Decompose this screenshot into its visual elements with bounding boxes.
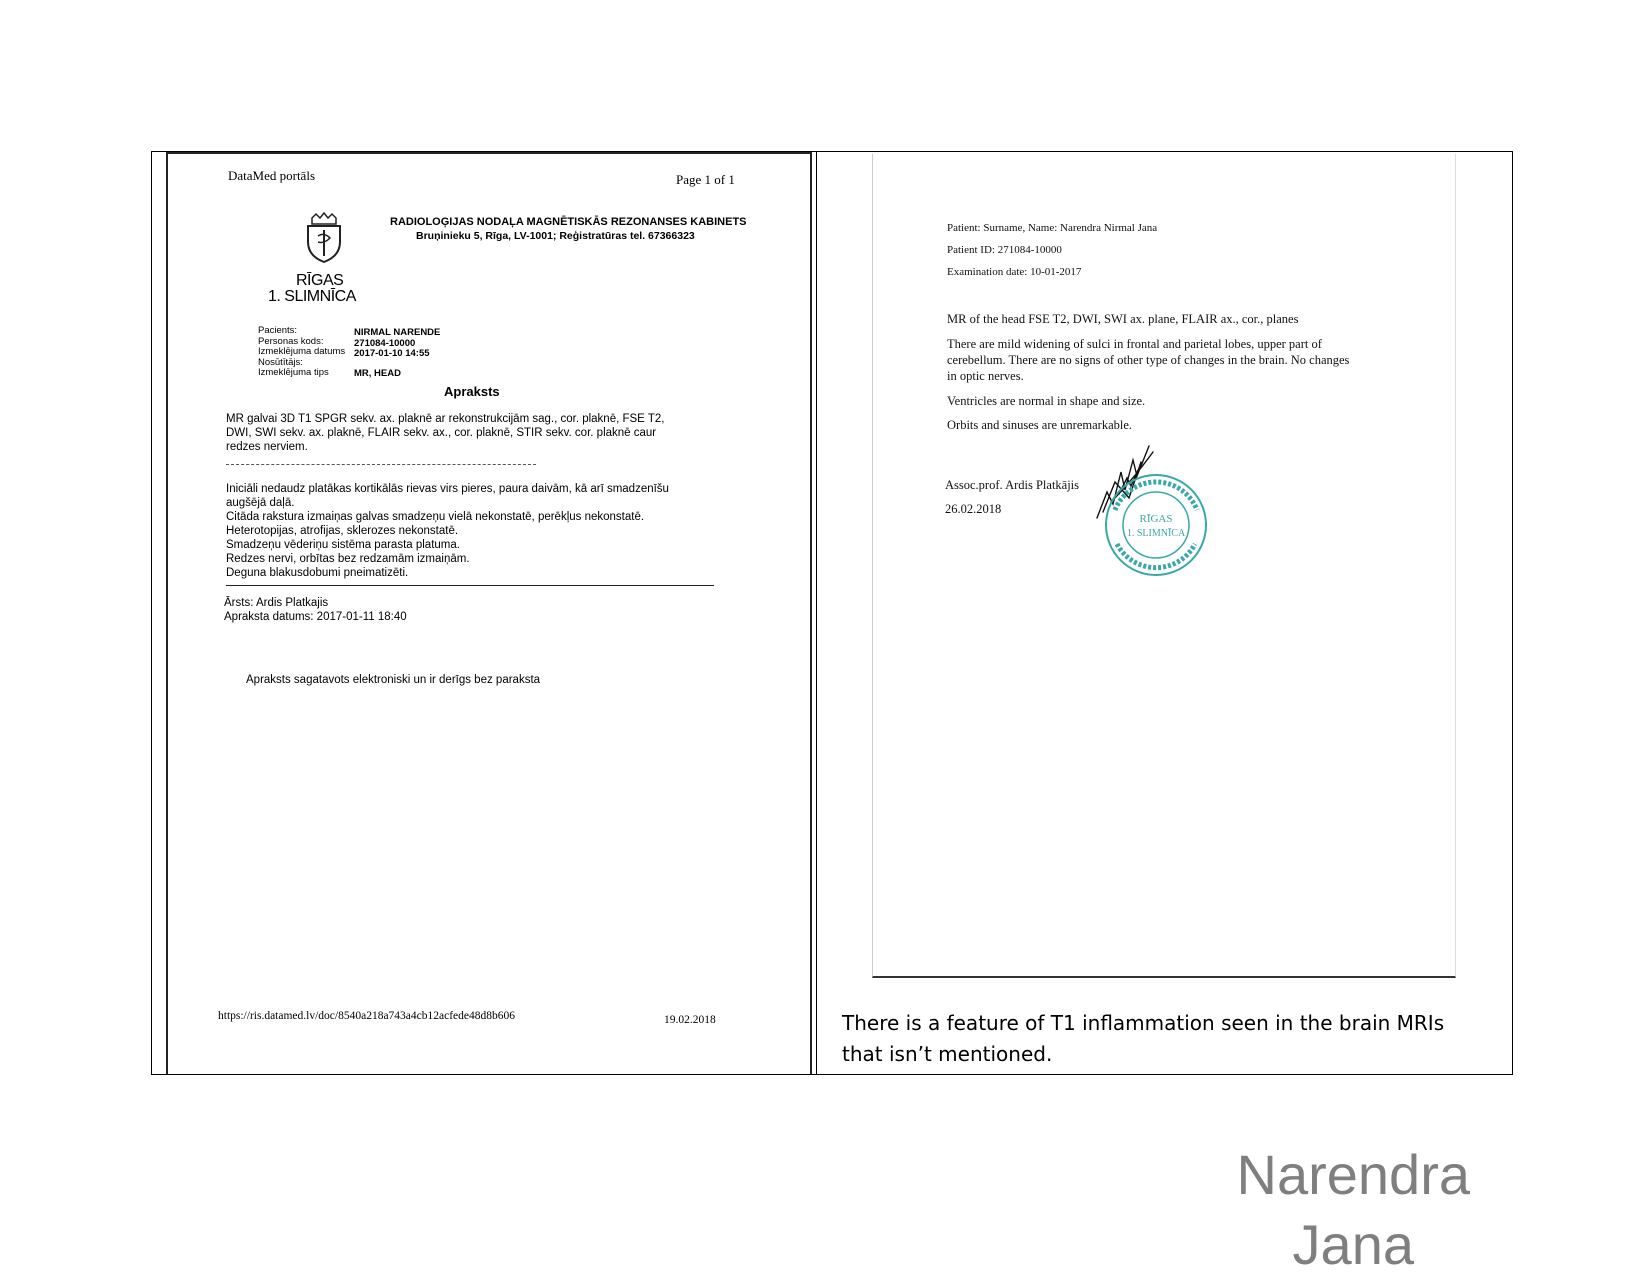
findings-line: Smadzeņu vēderiņu sistēma parasta platuma. [226,539,460,551]
logo-line-2: 1. SLIMNĪCA [268,288,356,305]
field-label-referrer: Nosūtītājs: [258,356,303,368]
method-text [226,412,664,454]
field-value-patient: NIRMAL NARENDE [354,327,441,338]
description-date: Apraksta datums: 2017-01-11 18:40 [224,611,407,623]
frame-divider [816,152,817,1074]
hospital-crest-icon [304,212,344,264]
findings-line: cerebellum. There are no signs of other type of changes in the brain. No changes [947,353,1350,367]
field-label-patient: Pacients: [258,325,298,336]
findings-line: Deguna blakusdobumi pneimatizēti. [226,567,409,579]
page-indicator: Page 1 of 1 [676,172,735,187]
department-title: RADIOLOĢIJAS NODAĻA MAGNĒTISKĀS REZONANSES KABINETS [390,216,747,228]
author-first-name: Narendra [1236,1143,1470,1206]
field-values [354,328,440,360]
dashed-separator [226,464,536,465]
exam-method: MR of the head FSE T2, DWI, SWI ax. plane, FLAIR ax., cor., planes [947,312,1299,326]
doctor-block [224,596,407,624]
document-frame [151,151,1513,1075]
stamp-text-2: 1. SLIMNĪCA [1126,528,1186,539]
field-value-exam-type: MR, HEAD [354,368,401,379]
stamp-text-1: RĪGAS [1139,513,1173,525]
findings-paragraph [947,336,1349,384]
findings-text [226,482,669,580]
section-heading: Apraksts [444,384,500,399]
method-line: MR galvai 3D T1 SPGR sekv. ax. plaknē ar rekonstrukcijām sag., cor. plaknē, FSE T2, [226,413,665,425]
latvian-report-scan [166,152,812,1074]
slide-caption: There is a feature of T1 inflammation seen in the brain MRIs that isn’t mentioned. [842,1011,1445,1066]
findings-line: Iniciāli nedaudz platākas kortikālās rievas virs pieres, paura daivām, kā arī smadzenīšu [226,483,669,495]
orbits-text: Orbits and sinuses are unremarkable. [947,418,1133,432]
findings-line: in optic nerves. [947,369,1024,383]
document-url: https://ris.datamed.lv/doc/8540a218a743a4cb12acfede48d8b606 [218,1010,516,1022]
english-report-scan [872,154,1456,978]
patient-name: Patient: Surname, Name: Narendra Nirmal Jana [947,222,1158,234]
findings-line: Citāda rakstura izmaiņas galvas smadzeņu vielā nekonstatē, perēkļus nekonstatē. [226,511,645,523]
findings-line: There are mild widening of sulci in frontal and parietal lobes, upper part of [947,337,1322,351]
field-label-personal-code: Personas kods: [258,335,324,347]
method-line: DWI, SWI sekv. ax. plaknē, FLAIR sekv. ax., cor. plaknē, STIR sekv. cor. plaknē caur [226,427,657,439]
field-labels [258,326,345,379]
department-address: Bruņinieku 5, Rīga, LV-1001; Reģistratūras tel. 67366323 [416,230,695,242]
field-value-exam-date: 2017-01-10 14:55 [354,348,430,359]
hospital-stamp [1101,470,1211,580]
examination-date: Examination date: 10-01-2017 [947,266,1082,278]
author-name [1237,1140,1470,1280]
logo-line-1: RĪGAS [296,272,344,289]
author-last-name: Jana [1292,1213,1414,1276]
patient-id: Patient ID: 271084-10000 [947,244,1062,256]
findings-line: augšējā daļā. [226,497,295,509]
field-label-exam-type: Izmeklējuma tips [258,367,329,378]
portal-name: DataMed portāls [228,168,316,183]
method-line: redzes nerviem. [226,441,308,453]
print-date: 19.02.2018 [664,1014,716,1026]
findings-line: Redzes nervi, orbītas bez redzamām izmaiņām. [226,553,470,565]
field-value-personal-code: 271084-10000 [354,337,416,349]
signature-date: 26.02.2018 [945,502,1002,516]
electronic-note: Apraksts sagatavots elektroniski un ir derīgs bez paraksta [246,674,541,686]
signatory-name: Assoc.prof. Ardis Platkājis [945,478,1080,492]
doctor-name: Ārsts: Ardis Platkajis [224,597,329,609]
findings-line: Heterotopijas, atrofijas, sklerozes nekonstatē. [226,525,459,537]
ventricles-text: Ventricles are normal in shape and size. [947,394,1146,408]
findings-underline [226,585,714,586]
field-label-exam-date: Izmeklējuma datums [258,346,346,357]
